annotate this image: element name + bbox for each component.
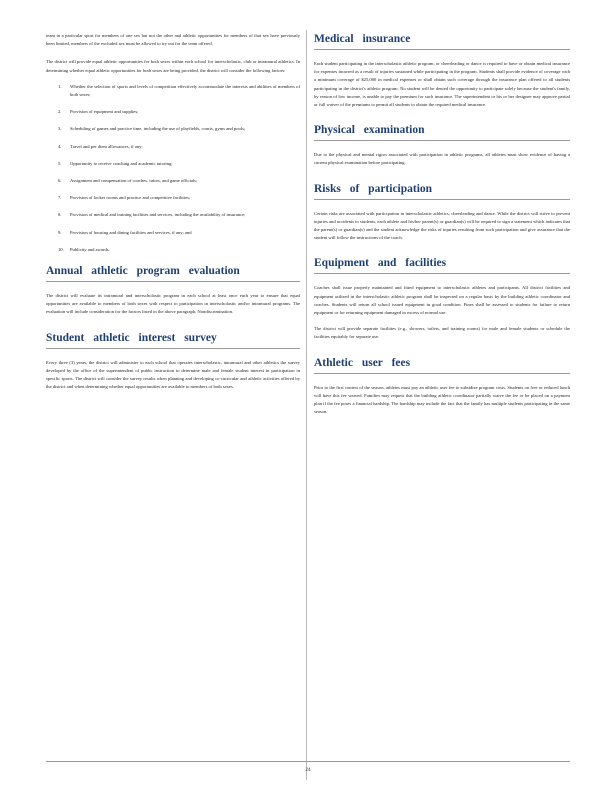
factor-item xyxy=(46,246,300,254)
physical-examination-text: Due to the physical and mental rigors associated with participation in athletic programs, all athletes must show evidence of having a current physical examination before participating. xyxy=(314,152,570,166)
factor-number: 10. xyxy=(58,246,64,252)
factor-number: 5. xyxy=(58,160,62,166)
medical-insurance-text: Each student participating in the interscholastic athletic program, or cheerleading or dance is required to have or obtain medical insurance for expenses incurred as a result of injuries sustained while participating in the program. Students shall provide evidence of coverage with a minimum coverage of $25,000 in medical expenses or shall obtain such coverage through the insurance plan offered to all students participating in the district's athletic program. No student will be denied the opportunity to participate solely because the student's family, by reason of low income, is unable to pay the premium for such insurance. The superintendent or his or her designee may approve partial or full waiver of the premiums to permit all students to obtain the required medical insurance. xyxy=(314,61,570,108)
annual-evaluation-heading: Annual athletic program evaluation xyxy=(46,264,300,282)
factor-text: Provision of equipment and supplies; xyxy=(70,109,139,115)
right-column xyxy=(314,32,570,424)
factor-text: Provision of locker rooms and practice and competitive facilities; xyxy=(70,195,191,201)
factor-item xyxy=(46,143,300,151)
factor-number: 1. xyxy=(58,83,62,89)
factor-number: 2. xyxy=(58,109,62,115)
factor-number: 8. xyxy=(58,212,62,218)
factor-text: Travel and per diem allowances, if any; xyxy=(70,143,143,149)
factor-number: 9. xyxy=(58,229,62,235)
interest-survey-text: Every three (3) years, the district will administer to each school that operates interscholastic, intramural and other athletics the survey developed by the office of the superintendent of public instruction to determine male and female student interest in participation in specific sports. The district will consider the survey results when planning and developing co-curricular and athletic activities offered by the district and when determining whether equal opportunities are available to members of both sexes. xyxy=(46,359,300,390)
factor-item xyxy=(46,83,300,99)
factor-item xyxy=(46,125,300,133)
equipment-text: Coaches shall issue properly maintained and fitted equipment to interscholastic athletes and participants. All district facilities and equipment utilized in the interscholastic athletic program shall be inspected on a regular basis by the building athletic coordinator and coaches. Students will return all school issued equipment in good condition. Fines shall be assessed to students for failure to return equipment or for returning equipment damaged in excess of normal use. xyxy=(314,285,570,316)
factor-number: 7. xyxy=(58,195,62,201)
factor-text: Provision of medical and training facilities and services, including the availability of insurance; xyxy=(70,212,246,218)
medical-insurance-heading: Medical insurance xyxy=(314,32,570,50)
equipment-heading: Equipment and facilities xyxy=(314,256,570,274)
nondiscrimination-paragraph: The district will provide equal athletic opportunities for both sexes within each school for interscholastic, club or intramural athletics. In determining whether equal athletic opportunities for both sexes are being provided, the district will consider the following factors: xyxy=(46,59,300,73)
factor-text: Assignment and compensation of coaches, tutors, and game officials; xyxy=(70,178,198,184)
factor-text: Publicity and awards. xyxy=(70,246,110,252)
factor-number: 4. xyxy=(58,143,62,149)
column-divider xyxy=(306,30,307,780)
factor-item xyxy=(46,194,300,202)
factor-item xyxy=(46,177,300,185)
user-fees-heading: Athletic user fees xyxy=(314,356,570,374)
factor-item xyxy=(46,211,300,219)
factor-number: 6. xyxy=(58,178,62,184)
physical-examination-heading: Physical examination xyxy=(314,123,570,141)
facilities-text: The district will provide separate facilities (e.g., showers, toilets, and training rooms) for male and female students or schedule the facilities equitably for separate use. xyxy=(314,326,570,340)
factor-text: Opportunity to receive coaching and academic tutoring; xyxy=(70,160,173,166)
factor-text: Whether the selection of sports and levels of competition effectively accommodate the interests and abilities of members of both sexes; xyxy=(70,83,300,98)
factor-item xyxy=(46,160,300,168)
left-column xyxy=(46,32,300,399)
factor-text: Scheduling of games and practice time, including the use of playfields, courts, gyms and pools; xyxy=(70,126,246,132)
annual-evaluation-text: The district will evaluate its intramural and interscholastic program in each school at least once each year to ensure that equal opportunities are available to members of both sexes with respect to participation in interscholastic and/or intramural programs. The evaluation will include consideration for the factors listed in the above paragraph, Nondiscrimination. xyxy=(46,293,300,315)
risks-heading: Risks of participation xyxy=(314,182,570,200)
interest-survey-heading: Student athletic interest survey xyxy=(46,331,300,349)
page-number: 24 xyxy=(305,768,311,773)
factor-item xyxy=(46,108,300,116)
risks-text: Certain risks are associated with participation in interscholastic athletics, cheerleading and dance. While the district will strive to prevent injuries and accidents to students, each athlete and his/her parent(s) or guardian(s) will be required to sign a statement which indicates that the parent(s) or guardian(s) and the student acknowledge the risks of injuries resulting from such participation and give assurance that the student will follow the instructions of the coach. xyxy=(314,210,570,241)
factor-number: 3. xyxy=(58,126,62,132)
factor-text: Provision of housing and dining facilities and services, if any; and xyxy=(70,229,192,235)
factor-list xyxy=(46,83,300,254)
footer-rule xyxy=(46,761,570,762)
user-fees-text: Prior to the first contest of the season, athletes must pay an athletic user fee to subsidize program costs. Students on free or reduced lunch will have this fee waived. Families may request that the building athletic coordinator partially waive the fee or be placed on a payment plan if the fee poses a financial hardship. The hardship may include the fact that the family has multiple students participating in the same season. xyxy=(314,384,570,415)
intro-paragraph: team in a particular sport for members of one sex but not the other and athletic opportunities for members of that sex have previously been limited, members of the excluded sex must be allowed to try out for the team offered. xyxy=(46,33,300,47)
factor-item xyxy=(46,229,300,237)
